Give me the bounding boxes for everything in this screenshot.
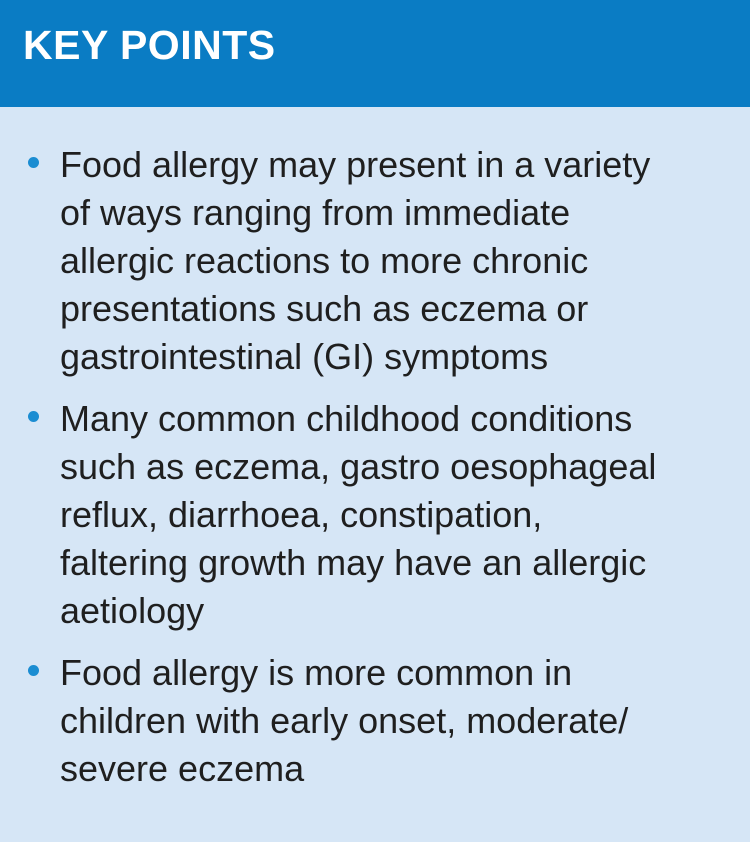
key-point-item <box>0 649 750 793</box>
key-point-text <box>60 649 720 793</box>
bullet-icon <box>28 157 39 168</box>
key-point-line: severe eczema <box>60 748 305 789</box>
key-point-line: presentations such as eczema or <box>60 288 589 329</box>
header-title: KEY POINTS <box>23 22 276 68</box>
key-point-line: reflux, diarrhoea, constipation, <box>60 494 543 535</box>
bullet-icon <box>28 411 39 422</box>
key-point-line: faltering growth may have an allergic <box>60 542 647 583</box>
key-point-line: gastrointestinal (GI) symptoms <box>60 336 549 377</box>
key-points-header <box>0 0 750 107</box>
key-point-line: Food allergy may present in a variety <box>60 144 651 185</box>
key-point-line: Many common childhood conditions <box>60 398 633 439</box>
key-point-line: children with early onset, moderate/ <box>60 700 629 741</box>
key-point-line: of ways ranging from immediate <box>60 192 571 233</box>
key-point-item <box>0 141 750 381</box>
bullet-icon <box>28 665 39 676</box>
key-points-list <box>0 141 750 807</box>
key-point-text <box>60 141 720 381</box>
key-point-line: such as eczema, gastro oesophageal <box>60 446 657 487</box>
key-point-text <box>60 395 720 635</box>
key-point-line: allergic reactions to more chronic <box>60 240 589 281</box>
key-point-line: Food allergy is more common in <box>60 652 573 693</box>
key-point-line: aetiology <box>60 590 205 631</box>
key-point-item <box>0 395 750 635</box>
